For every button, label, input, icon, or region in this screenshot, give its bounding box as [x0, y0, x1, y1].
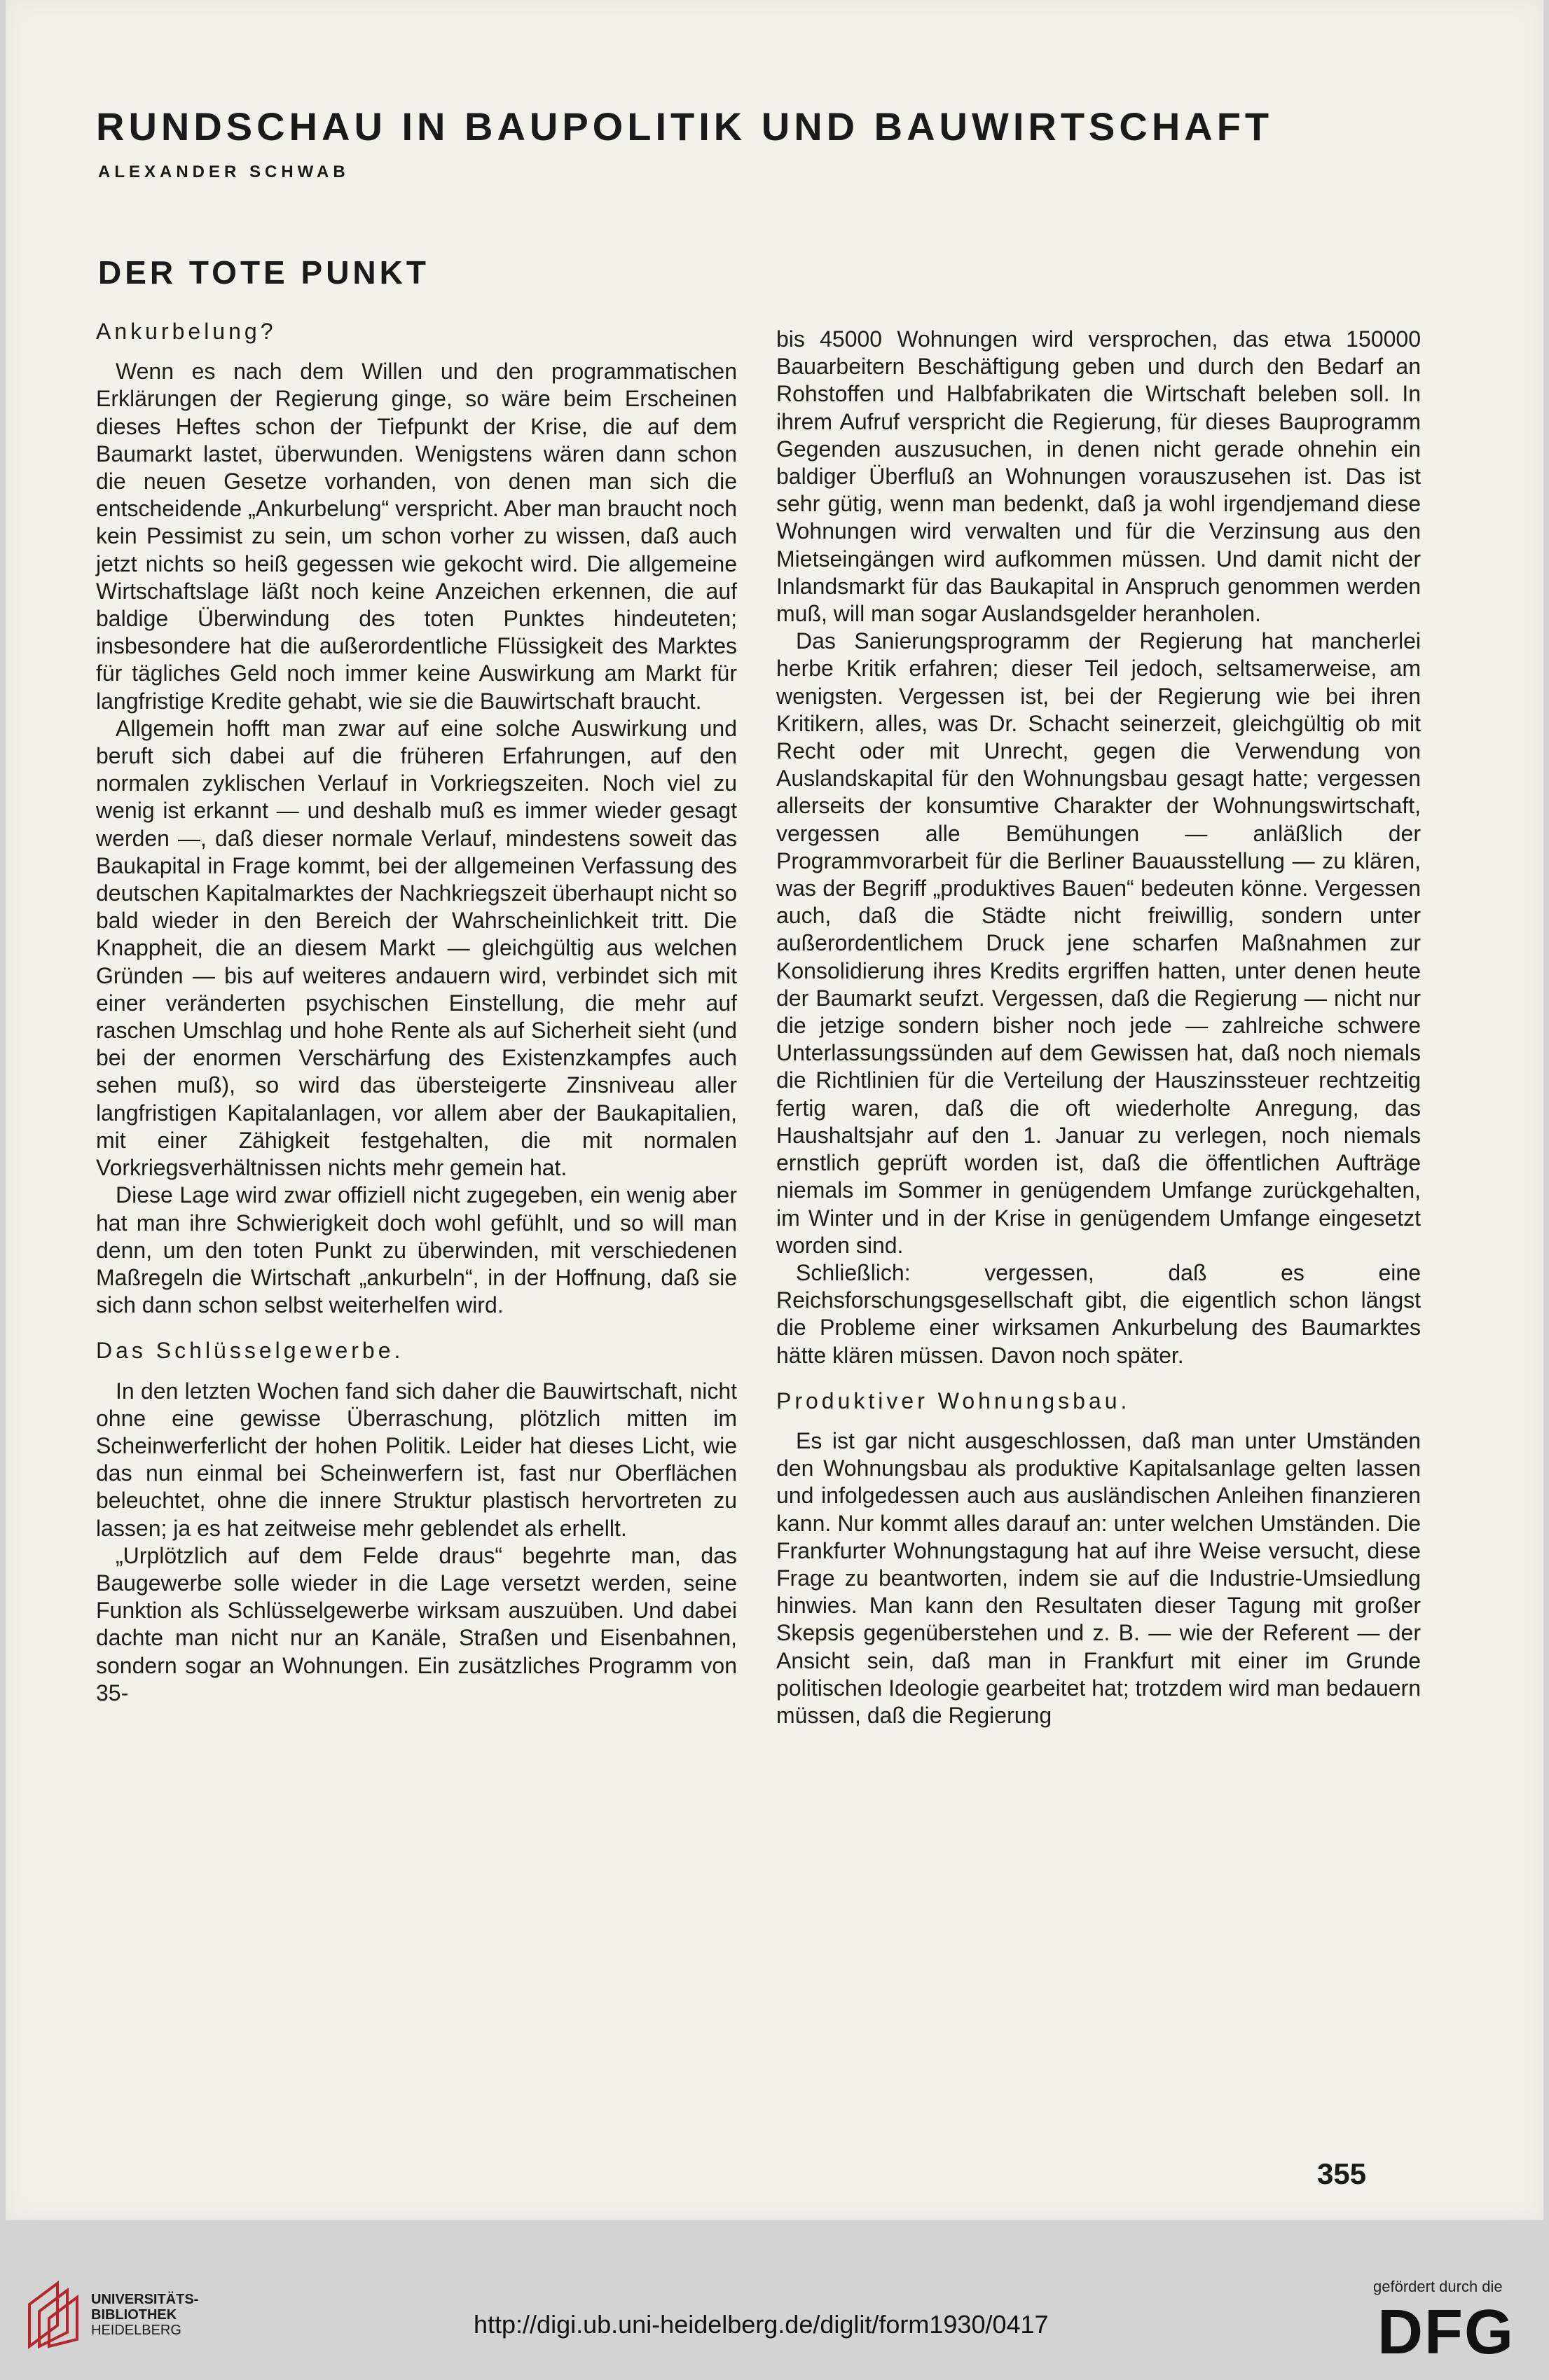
author-name: ALEXANDER SCHWAB	[98, 162, 350, 181]
text-column-right	[776, 326, 1421, 1729]
paragraph: Allgemein hofft man zwar auf eine solche Auswirkung und beruft sich dabei auf die früheren Erfahrungen, auf den normalen zyklischen Verlauf in Vorkriegszeiten. Noch viel zu wenig ist erkannt — und deshalb muß es immer wieder gesagt werden —, daß dieser normale Verlauf, mindestens soweit das Baukapital in Frage kommt, bei der allgemeinen Verfassung des deutschen Kapitalmarktes der Nachkriegszeit überhaupt nicht so bald wieder in den Bereich der Wahrscheinlichkeit tritt. Die Knappheit, die an diesem Markt — gleichgültig aus welchen Gründen — bis auf weiteres andauern wird, verbindet sich mit einer veränderten psychischen Einstellung, die mehr auf raschen Umschlag und hohe Rente als auf Sicherheit sieht (und bei der enormen Verschärfung des Existenzkampfes auch sehen muß), so wird das übersteigerte Zinsniveau aller langfristigen Kapitalanlagen, vor allem aber der Baukapitalien, mit einer Zähigkeit festgehalten, die mit normalen Vorkriegsverhältnissen nichts mehr gemein hat.	[96, 715, 737, 1181]
library-name-line: UNIVERSITÄTS-	[91, 2292, 199, 2307]
paragraph: Das Sanierungsprogramm der Regierung hat mancherlei herbe Kritik erfahren; dieser Teil jedoch, seltsamerweise, am wenigsten. Vergessen ist, bei der Regierung wie bei ihren Kritikern, alles, was Dr. Schacht seinerzeit, gleichgültig ob mit Recht oder mit Unrecht, gegen die Verwendung von Auslandskapital für den Wohnungsbau gesagt hatte; vergessen allerseits der konsumtive Charakter der Wohnungswirtschaft, vergessen alle Bemühungen — anläßlich der Programmvorarbeit für die Berliner Bauausstellung — zu klären, was der Begriff „produktives Bauen“ bedeuten könne. Vergessen auch, daß die Städte nicht freiwillig, sondern unter außerordentlichem Druck jene scharfen Maßnahmen zur Konsolidierung ihres Kredits ergriffen hatten, unter denen heute der Baumarkt seufzt. Vergessen, daß die Regierung — nicht nur die jetzige sondern bisher noch jede — zahlreiche schwere Unterlassungssünden auf dem Gewissen hat, daß noch niemals die Richtlinien für die Verteilung der Hauszinssteuer rechtzeitig fertig waren, daß die oft wiederholte Anregung, das Haushaltsjahr auf den 1. Januar zu verlegen, noch niemals ernstlich geprüft worden ist, daß die öffentlichen Aufträge niemals im Sommer in genügendem Umfange zurückgehalten, im Winter und in der Krise in genügendem Umfange eingesetzt worden sind.	[776, 628, 1421, 1258]
paragraph: Schließlich: vergessen, daß es eine Reichsforschungsgesellschaft gibt, die eigentlich schon längst die Probleme einer wirksamen Ankurbelung des Baumarktes hätte klären müssen. Davon noch später.	[776, 1259, 1421, 1368]
subheading: Produktiver Wohnungsbau.	[776, 1388, 1131, 1413]
subheading: Ankurbelung?	[96, 319, 277, 344]
funder-caption: gefördert durch die	[1373, 2278, 1503, 2295]
library-name	[91, 2292, 198, 2338]
page-number: 355	[1317, 2157, 1367, 2190]
paragraph: „Urplötzlich auf dem Felde draus“ begehrte man, das Baugewerbe solle wieder in die Lage versetzt werden, seine Funktion als Schlüsselgewerbe wirksam auszuüben. Und dabei dachte man nicht nur an Kanäle, Straßen und Eisenbahnen, sondern sogar an Wohnungen. Ein zusätzliches Programm von 35-	[96, 1542, 737, 1706]
library-name-line: HEIDELBERG	[91, 2323, 181, 2338]
paragraph: In den letzten Wochen fand sich daher die Bauwirtschaft, nicht ohne eine gewisse Überraschung, plötzlich mitten im Scheinwerferlicht der hohen Politik. Leider hat dieses Licht, wie das nun einmal bei Scheinwerfern ist, fast nur Oberflächen beleuchtet, ohne die innere Struktur plastisch hervortreten zu lassen; ja es hat zeitweise mehr geblendet als erhellt.	[96, 1378, 737, 1541]
text-column-left	[96, 318, 737, 1707]
running-title: RUNDSCHAU IN BAUPOLITIK UND BAUWIRTSCHAFT	[96, 104, 1274, 148]
subheading: Das Schlüsselgewerbe.	[96, 1338, 404, 1364]
paragraph: bis 45000 Wohnungen wird versprochen, das etwa 150000 Bauarbeitern Beschäftigung geben und durch den Bedarf an Rohstoffen und Halbfabrikaten die Wirtschaft beleben soll. In ihrem Aufruf verspricht die Regierung, für dieses Bauprogramm Gegenden auszusuchen, in denen nicht gerade ohnehin ein baldiger Überfluß an Wohnungen vorauszusehen ist. Das ist sehr gütig, wenn man bedenkt, daß ja wohl irgendjemand diese Wohnungen wird verwalten und für die Verzinsung aus den Mietseingängen wird aufkommen müssen. Und damit nicht der Inlandsmarkt für das Baukapital in Anspruch genommen werden muß, will man sogar Auslandsgelder heranholen.	[776, 326, 1421, 627]
paragraph: Diese Lage wird zwar offiziell nicht zugegeben, ein wenig aber hat man ihre Schwierigkeit doch wohl gefühlt, und so will man denn, um den toten Punkt zu überwinden, mit verschiedenen Maßregeln die Wirtschaft „ankurbeln“, in der Hoffnung, daß sie sich dann schon selbst weiterhelfen wird.	[96, 1182, 737, 1318]
source-url-link[interactable]: http://digi.ub.uni-heidelberg.de/diglit/form1930/0417	[474, 2310, 1049, 2339]
library-name-line: BIBLIOTHEK	[91, 2307, 177, 2323]
university-library-logo-icon	[15, 2276, 85, 2353]
article-title: DER TOTE PUNKT	[98, 254, 429, 291]
paragraph: Wenn es nach dem Willen und den programmatischen Erklärungen der Regierung ginge, so wäre beim Erscheinen dieses Heftes schon der Tiefpunkt der Krise, die auf dem Baumarkt lastet, überwunden. Wenigstens wären dann schon die neuen Gesetze vorhanden, von denen man sich die entscheidende „Ankurbelung“ verspricht. Aber man braucht noch kein Pessimist zu sein, um schon vorher zu wissen, daß auch jetzt nichts so heiß gegessen wie gekocht wird. Die allgemeine Wirtschaftslage läßt noch keine Anzeichen erkennen, die auf baldige Überwindung des toten Punktes hindeuteten; insbesondere hat die außerordentliche Flüssigkeit des Marktes für tägliches Geld noch immer keine Auswirkung am Markt für langfristige Kredite gehabt, wie sie die Bauwirtschaft braucht.	[96, 359, 737, 714]
paragraph: Es ist gar nicht ausgeschlossen, daß man unter Umständen den Wohnungsbau als produktive Kapitalsanlage gelten lassen und infolgedessen auch aus ausländischen Anleihen finanzieren kann. Nur kommt alles darauf an: unter welchen Umständen. Die Frankfurter Wohnungstagung hat auf ihre Weise versucht, diese Frage zu beantworten, indem sie auf die Industrie-Umsiedlung hinwies. Man kann den Resultaten dieser Tagung mit großer Skepsis gegenüberstehen und z. B. — wie der Referent — der Ansicht sein, daß man in Frankfurt mit einer im Grunde politischen Ideologie gearbeitet hat; trotzdem wird man bedauern müssen, daß die Regierung	[776, 1427, 1421, 1728]
footer-bar	[0, 2220, 1549, 2380]
dfg-logo: DFG	[1377, 2297, 1515, 2367]
